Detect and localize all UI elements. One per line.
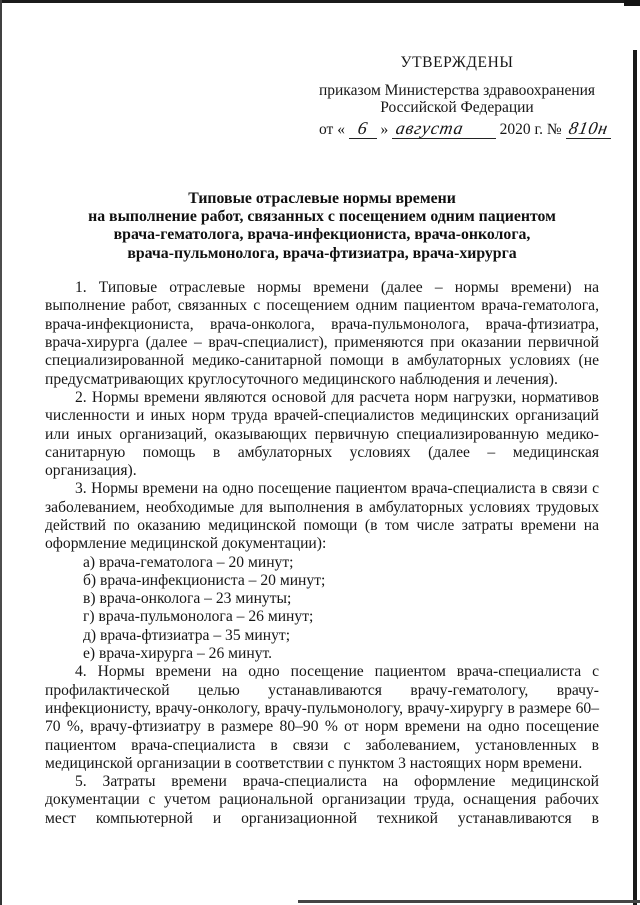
document-title-line2: на выполнение работ, связанных с посещением одним пациентом xyxy=(88,207,556,225)
scan-edge-left xyxy=(0,0,2,905)
date-close-quote: » xyxy=(380,120,389,138)
paragraph-3-intro: 3. Нормы времени на одно посещение пациентом врача-специалиста в связи с заболеванием, необходимые для выполнения в амбулаторных условиях трудовых действий по оказанию медицинской помощи (в том числе затраты времени на оформление медицинской документации): xyxy=(45,480,599,553)
scan-edge-right xyxy=(633,50,637,905)
paragraph-4: 4. Нормы времени на одно посещение пациентом врача-специалиста с профилактической целью устанавливаются врачу-гематологу, врачу-инфекционисту, врачу-онкологу, врачу-пульмонологу, врачу-хирургу в размере 60–70 %, врачу-фтизиатру в размере 80–90 % от норм времени на одно посещение пациентом врача-специалиста в связи с заболеванием, установленных в медицинской организации в соответствии с пунктом 3 настоящих норм времени. xyxy=(45,663,599,772)
list-item-d: д) врача-фтизиатра – 35 минут; xyxy=(83,626,291,644)
date-month-underline xyxy=(392,117,496,139)
date-day-handwritten: 6 xyxy=(356,117,370,138)
list-item-e: е) врача-хирурга – 26 минут. xyxy=(83,645,273,663)
approval-heading: УТВЕРЖДЕНЫ xyxy=(400,54,514,71)
paragraph-2: 2. Нормы времени являются основой для расчета норм нагрузки, нормативов численности и иных норм труда врачей-специалистов медицинских организаций или иных организаций, оказывающих первичную специализированную медико-санитарную помощь в амбулаторных условиях (далее – медицинская организация). xyxy=(45,388,599,480)
document-title-line1: Типовые отраслевые нормы времени xyxy=(188,189,456,207)
approval-authority-line2: Российской Федерации xyxy=(380,99,534,116)
list-item-b: б) врача-инфекциониста – 20 минут; xyxy=(83,571,326,589)
document-body xyxy=(45,279,599,828)
date-month-handwritten: августа xyxy=(394,117,466,138)
date-day-underline xyxy=(349,117,377,139)
order-number-underline xyxy=(566,117,611,139)
scan-edge-bottom xyxy=(298,900,640,903)
document-title-line3: врача-гематолога, врача-инфекциониста, врача-онколога, xyxy=(113,226,531,244)
list-item-v: в) врача-онколога – 23 минуты; xyxy=(83,590,292,608)
date-prefix: от « xyxy=(319,120,345,138)
list-item-g: г) врача-пульмонолога – 26 минут; xyxy=(83,608,314,626)
paragraph-5-truncated: 5. Затраты времени врача-специалиста на оформление медицинской документации с учетом рациональной организации труда, оснащения рабочих мест компьютерной и организационной техникой устанавливаются в xyxy=(45,773,599,827)
paragraph-1: 1. Типовые отраслевые нормы времени (далее – нормы времени) на выполнение работ, связанных с посещением одним пациентом врача-гематолога, врача-инфекциониста, врача-онколога, врача-пульмонолога, врача-фтизиатра, врача-хирурга (далее – врач-специалист), применяются при оказании первичной специализированной медико-санитарной помощи в амбулаторных условиях (не предусматривающих круглосуточного медицинского наблюдения и лечения). xyxy=(45,279,599,388)
order-number-handwritten: 810н xyxy=(566,117,610,138)
scan-edge-top-right-corner xyxy=(624,0,640,6)
list-item-a: а) врача-гематолога – 20 минут; xyxy=(83,553,294,571)
date-year-and-number-label: 2020 г. № xyxy=(499,120,562,138)
approval-authority-line1: приказом Министерства здравоохранения xyxy=(318,81,596,99)
approval-date-line xyxy=(315,117,610,144)
approval-block xyxy=(315,54,610,144)
document-title xyxy=(45,190,599,264)
document-title-line4: врача-пульмонолога, врача-фтизиатра, врача-хирурга xyxy=(127,244,517,262)
scan-edge-top xyxy=(0,0,640,3)
